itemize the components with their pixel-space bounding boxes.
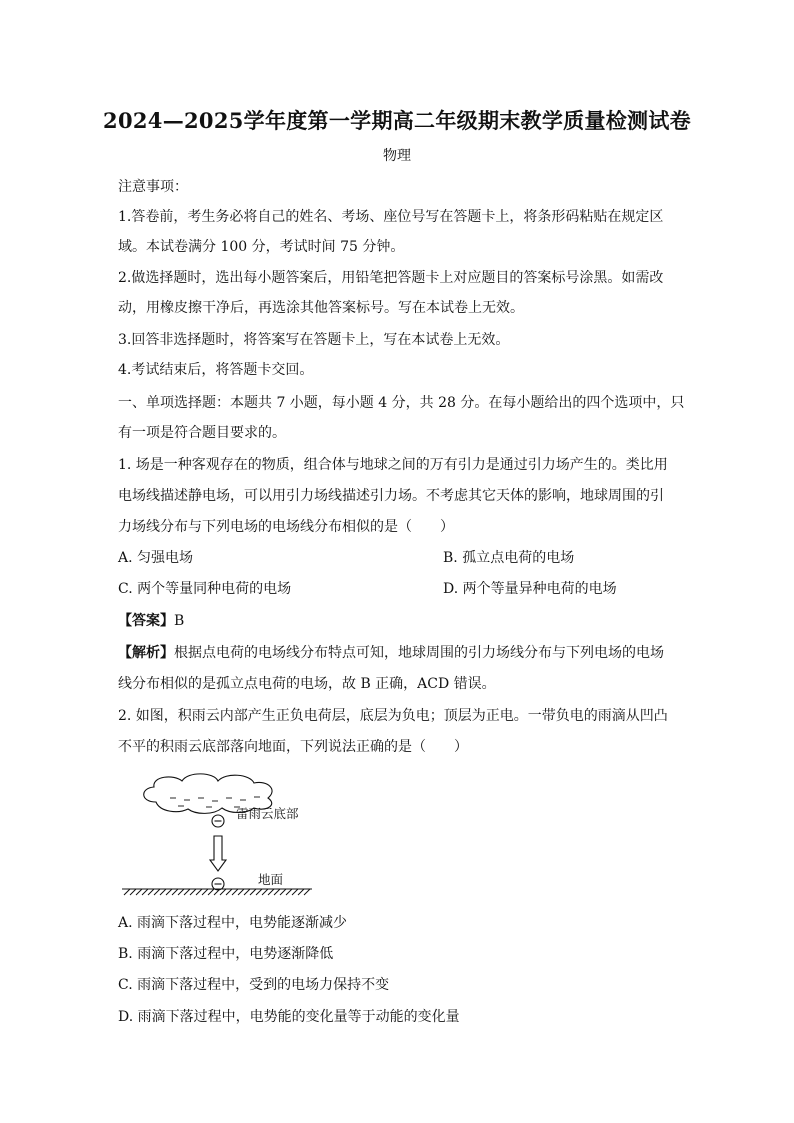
subject-title: 物理 — [383, 148, 411, 164]
question-2-stem: 不平的积雨云底部落向地面，下列说法正确的是（ ） — [118, 739, 468, 755]
q1-analysis-cont: 线分布相似的是孤立点电荷的电场，故 B 正确，ACD 错误。 — [118, 676, 496, 692]
notice-line: 4.考试结束后，将答题卡交回。 — [118, 362, 314, 378]
q1-analysis — [118, 643, 678, 663]
q1-option-c: C. 两个等量同种电荷的电场 — [118, 581, 292, 597]
answer-label: 【答案】 — [118, 613, 174, 629]
q2-option-b: B. 雨滴下落过程中，电势逐渐降低 — [118, 946, 334, 962]
q1-option-d: D. 两个等量异种电荷的电场 — [443, 581, 617, 597]
notice-heading: 注意事项： — [118, 179, 188, 195]
q2-option-a: A. 雨滴下落过程中，电势能逐渐减少 — [118, 915, 348, 931]
notice-line: 动，用橡皮擦干净后，再选涂其他答案标号。写在本试卷上无效。 — [118, 300, 524, 316]
q1-answer — [118, 611, 678, 631]
notice-line: 域。本试卷满分 100 分，考试时间 75 分钟。 — [118, 239, 405, 255]
analysis-text: 根据点电荷的电场线分布特点可知，地球周围的引力场线分布与下列电场的电场 — [174, 645, 664, 661]
question-1-stem: 1. 场是一种客观存在的物质，组合体与地球之间的万有引力是通过引力场产生的。类比用 — [118, 457, 668, 473]
section-heading: 有一项是符合题目要求的。 — [118, 425, 286, 441]
notice-line: 2.做选择题时，选出每小题答案后，用铅笔把答题卡上对应题目的答案标号涂黑。如需改 — [118, 270, 664, 286]
question-1-stem: 电场线描述静电场，可以用引力场线描述引力场。不考虑其它天体的影响，地球周围的引 — [118, 488, 664, 504]
thundercloud-figure — [118, 768, 328, 903]
q2-option-c: C. 雨滴下落过程中，受到的电场力保持不变 — [118, 977, 390, 993]
q1-option-a: A. 匀强电场 — [118, 550, 194, 566]
ground-label: 地面 — [258, 872, 284, 887]
analysis-label: 【解析】 — [118, 645, 174, 661]
notice-line: 3.回答非选择题时，将答案写在答题卡上，写在本试卷上无效。 — [118, 332, 510, 348]
fall-arrow — [210, 836, 226, 871]
section-heading: 一、单项选择题：本题共 7 小题，每小题 4 分，共 28 分。在每小题给出的四个选项中，只 — [118, 395, 685, 411]
q2-option-d: D. 雨滴下落过程中，电势能的变化量等于动能的变化量 — [118, 1009, 460, 1025]
answer-value: B — [174, 613, 185, 629]
q1-option-b: B. 孤立点电荷的电场 — [443, 550, 575, 566]
cloud-bottom-label: 雷雨云底部 — [236, 806, 299, 821]
question-1-stem: 力场线分布与下列电场的电场线分布相似的是（ ） — [118, 519, 454, 535]
notice-line: 1.答卷前，考生务必将自己的姓名、考场、座位号写在答题卡上，将条形码粘贴在规定区 — [118, 209, 664, 225]
question-2-stem: 2. 如图，积雨云内部产生正负电荷层，底层为负电；顶层为正电。一带负电的雨滴从凹凸 — [118, 708, 668, 724]
raindrop-top — [212, 815, 224, 827]
exam-title: 2024—2025学年度第一学期高二年级期末教学质量检测试卷 — [103, 108, 691, 133]
raindrop-bottom — [212, 878, 224, 890]
